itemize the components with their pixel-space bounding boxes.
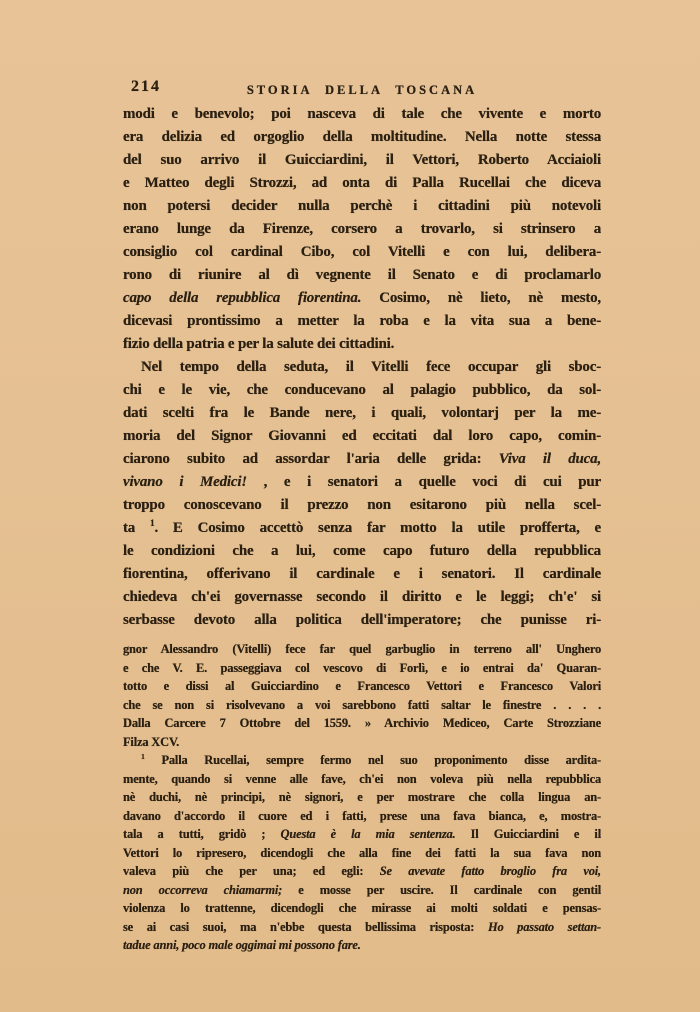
text-line bbox=[123, 517, 601, 540]
text-segment: e mosse per uscire. Il cardinale con gentil bbox=[282, 882, 601, 897]
text-segment: valeva più che per una; ed egli: bbox=[123, 864, 380, 878]
text-segment: Ho passato settan- bbox=[487, 919, 601, 934]
text-line bbox=[123, 540, 601, 563]
text-line bbox=[123, 563, 601, 586]
text-segment: violenza lo trattenne, dicendogli che mirasse ai molti soldati e pensas- bbox=[123, 901, 601, 915]
running-title: STORIA DELLA TOSCANA bbox=[246, 83, 478, 97]
text-line bbox=[123, 825, 601, 844]
text-line bbox=[123, 195, 601, 218]
body-text-block bbox=[123, 103, 601, 632]
text-line bbox=[123, 356, 601, 379]
text-segment: fiorentina, offerivano il cardinale e i senatori. Il cardinale bbox=[123, 566, 601, 582]
text-line bbox=[123, 899, 601, 918]
text-segment: Cosimo, nè lieto, nè mesto, bbox=[361, 290, 601, 306]
text-segment: tala a tutti, gridò ; bbox=[123, 827, 281, 841]
text-segment: Nel tempo della seduta, il Vitelli fece occupar gli sboc- bbox=[141, 359, 601, 375]
text-segment: rono di riunire al dì vegnente il Senato e di proclamarlo bbox=[123, 267, 601, 283]
text-segment: ta bbox=[123, 520, 150, 536]
text-line bbox=[123, 677, 601, 696]
text-line bbox=[123, 172, 601, 195]
text-segment: serbasse devoto alla politica dell'imperatore; che punisse ri- bbox=[123, 612, 601, 628]
text-segment: dicevasi prontissimo a metter la roba e la vita sua a bene- bbox=[123, 313, 601, 329]
text-segment: Viva il duca, bbox=[498, 451, 601, 467]
text-line bbox=[123, 448, 601, 471]
text-line bbox=[123, 218, 601, 241]
text-segment: davano d'accordo il cuore ed i fatti, prese una fava bianca, e, mostra- bbox=[123, 808, 601, 823]
text-segment: Palla Rucellai, sempre fermo nel suo proponimento disse ardita- bbox=[144, 753, 601, 767]
text-segment: Il Guicciardini e il bbox=[455, 827, 601, 841]
text-segment: dati scelti fra le Bande nere, i quali, volontarj per la me- bbox=[123, 405, 601, 421]
text-line bbox=[123, 807, 601, 826]
text-segment: nè duchi, nè principi, nè signori, e per mostrare che colla lingua an- bbox=[123, 790, 601, 804]
text-line bbox=[123, 425, 601, 448]
text-line bbox=[123, 586, 601, 609]
text-segment: totto e dissi al Guicciardino e Francesco Vettori e Francesco Valori bbox=[123, 679, 601, 693]
text-segment: mente, quando si venne alle fave, ch'ei non voleva più nella repubblica bbox=[123, 771, 601, 786]
text-line bbox=[123, 287, 601, 310]
text-segment: e che V. E. passeggiava col vescovo di Forlì, e io entrai da' Quaran- bbox=[123, 660, 601, 675]
text-segment: era delizia ed orgoglio della moltitudine. Nella notte stessa bbox=[123, 129, 601, 145]
text-line bbox=[123, 471, 601, 494]
footnote-marker: 1 bbox=[150, 519, 155, 529]
text-line bbox=[123, 659, 601, 678]
text-segment: gnor Alessandro (Vitelli) fece far quel garbuglio in terreno all' Unghero bbox=[123, 642, 601, 656]
text-segment: Dalla Carcere 7 Ottobre del 1559. » Archivio Mediceo, Carte Strozziane bbox=[123, 716, 601, 730]
text-line bbox=[123, 264, 601, 287]
text-segment: chiedeva ch'ei governasse secondo il diritto e le leggi; ch'e' si bbox=[123, 589, 601, 605]
text-line bbox=[123, 936, 601, 955]
text-segment: fizio della patria e per la salute dei cittadini. bbox=[123, 336, 395, 352]
text-segment: chi e le vie, che conducevano al palagio pubblico, da sol- bbox=[123, 382, 601, 398]
text-line bbox=[123, 379, 601, 402]
text-line bbox=[123, 126, 601, 149]
text-segment: erano lunge da Firenze, corsero a trovarlo, si strinsero a bbox=[123, 221, 601, 237]
text-segment: tadue anni, poco male oggimai mi possono fare. bbox=[123, 938, 361, 952]
text-line bbox=[123, 149, 601, 172]
text-segment: e Matteo degli Strozzi, ad onta di Palla Rucellai che diceva bbox=[123, 175, 601, 191]
text-segment: vivano i Medici! bbox=[123, 474, 247, 490]
page-number: 214 bbox=[131, 78, 161, 95]
text-line bbox=[123, 640, 601, 659]
text-segment: moria del Signor Giovanni ed eccitati dal loro capo, comin- bbox=[123, 428, 601, 444]
text-segment: consiglio col cardinal Cibo, col Vitelli e con lui, delibera- bbox=[123, 244, 601, 260]
text-line bbox=[123, 609, 601, 632]
text-line bbox=[123, 862, 601, 881]
footnote-marker: 1 bbox=[141, 751, 145, 761]
text-segment: le condizioni che a lui, come capo futuro della repubblica bbox=[123, 543, 601, 559]
text-line bbox=[123, 788, 601, 807]
footnotes-block bbox=[123, 640, 601, 955]
text-line bbox=[123, 696, 601, 715]
text-segment: Questa è la mia sentenza. bbox=[280, 827, 456, 841]
text-segment: non potersi decider nulla perchè i cittadini più notevoli bbox=[123, 198, 601, 214]
text-segment: Se avevate fatto broglio fra voi, bbox=[379, 864, 601, 878]
text-line bbox=[123, 333, 601, 356]
text-segment: , e i senatori a quelle voci di cui pur bbox=[246, 474, 601, 490]
text-line bbox=[123, 103, 601, 126]
text-segment: del suo arrivo il Guicciardini, il Vettori, Roberto Acciaioli bbox=[123, 152, 601, 168]
text-line bbox=[123, 494, 601, 517]
text-line bbox=[123, 770, 601, 789]
text-line bbox=[123, 881, 601, 900]
text-line bbox=[123, 241, 601, 264]
text-segment: ciarono subito ad assordar l'aria delle grida: bbox=[123, 451, 499, 467]
text-line bbox=[123, 402, 601, 425]
text-segment: se ai casi suoi, ma n'ebbe questa bellissima risposta: bbox=[123, 919, 488, 934]
text-line bbox=[123, 714, 601, 733]
text-line bbox=[123, 918, 601, 937]
text-segment: troppo conoscevano il prezzo non esitarono più nella scel- bbox=[123, 497, 601, 513]
text-line bbox=[123, 844, 601, 863]
text-segment: Vettori lo ripresero, dicendogli che alla fine dei fatti la sua fava non bbox=[123, 845, 601, 860]
text-segment: modi e benevolo; poi nasceva di tale che vivente e morto bbox=[123, 106, 601, 122]
text-segment: capo della repubblica fiorentina. bbox=[123, 290, 362, 306]
text-line bbox=[123, 733, 601, 752]
text-segment: non occorreva chiamarmi; bbox=[123, 882, 283, 897]
text-line bbox=[123, 310, 601, 333]
text-segment: che se non si risolvevano a voi sarebbono fatti saltar le finestre . . . . bbox=[123, 697, 601, 712]
text-line bbox=[123, 751, 601, 770]
text-segment: Filza XCV. bbox=[123, 734, 180, 749]
text-segment: . E Cosimo accettò senza far motto la utile profferta, e bbox=[154, 520, 601, 536]
